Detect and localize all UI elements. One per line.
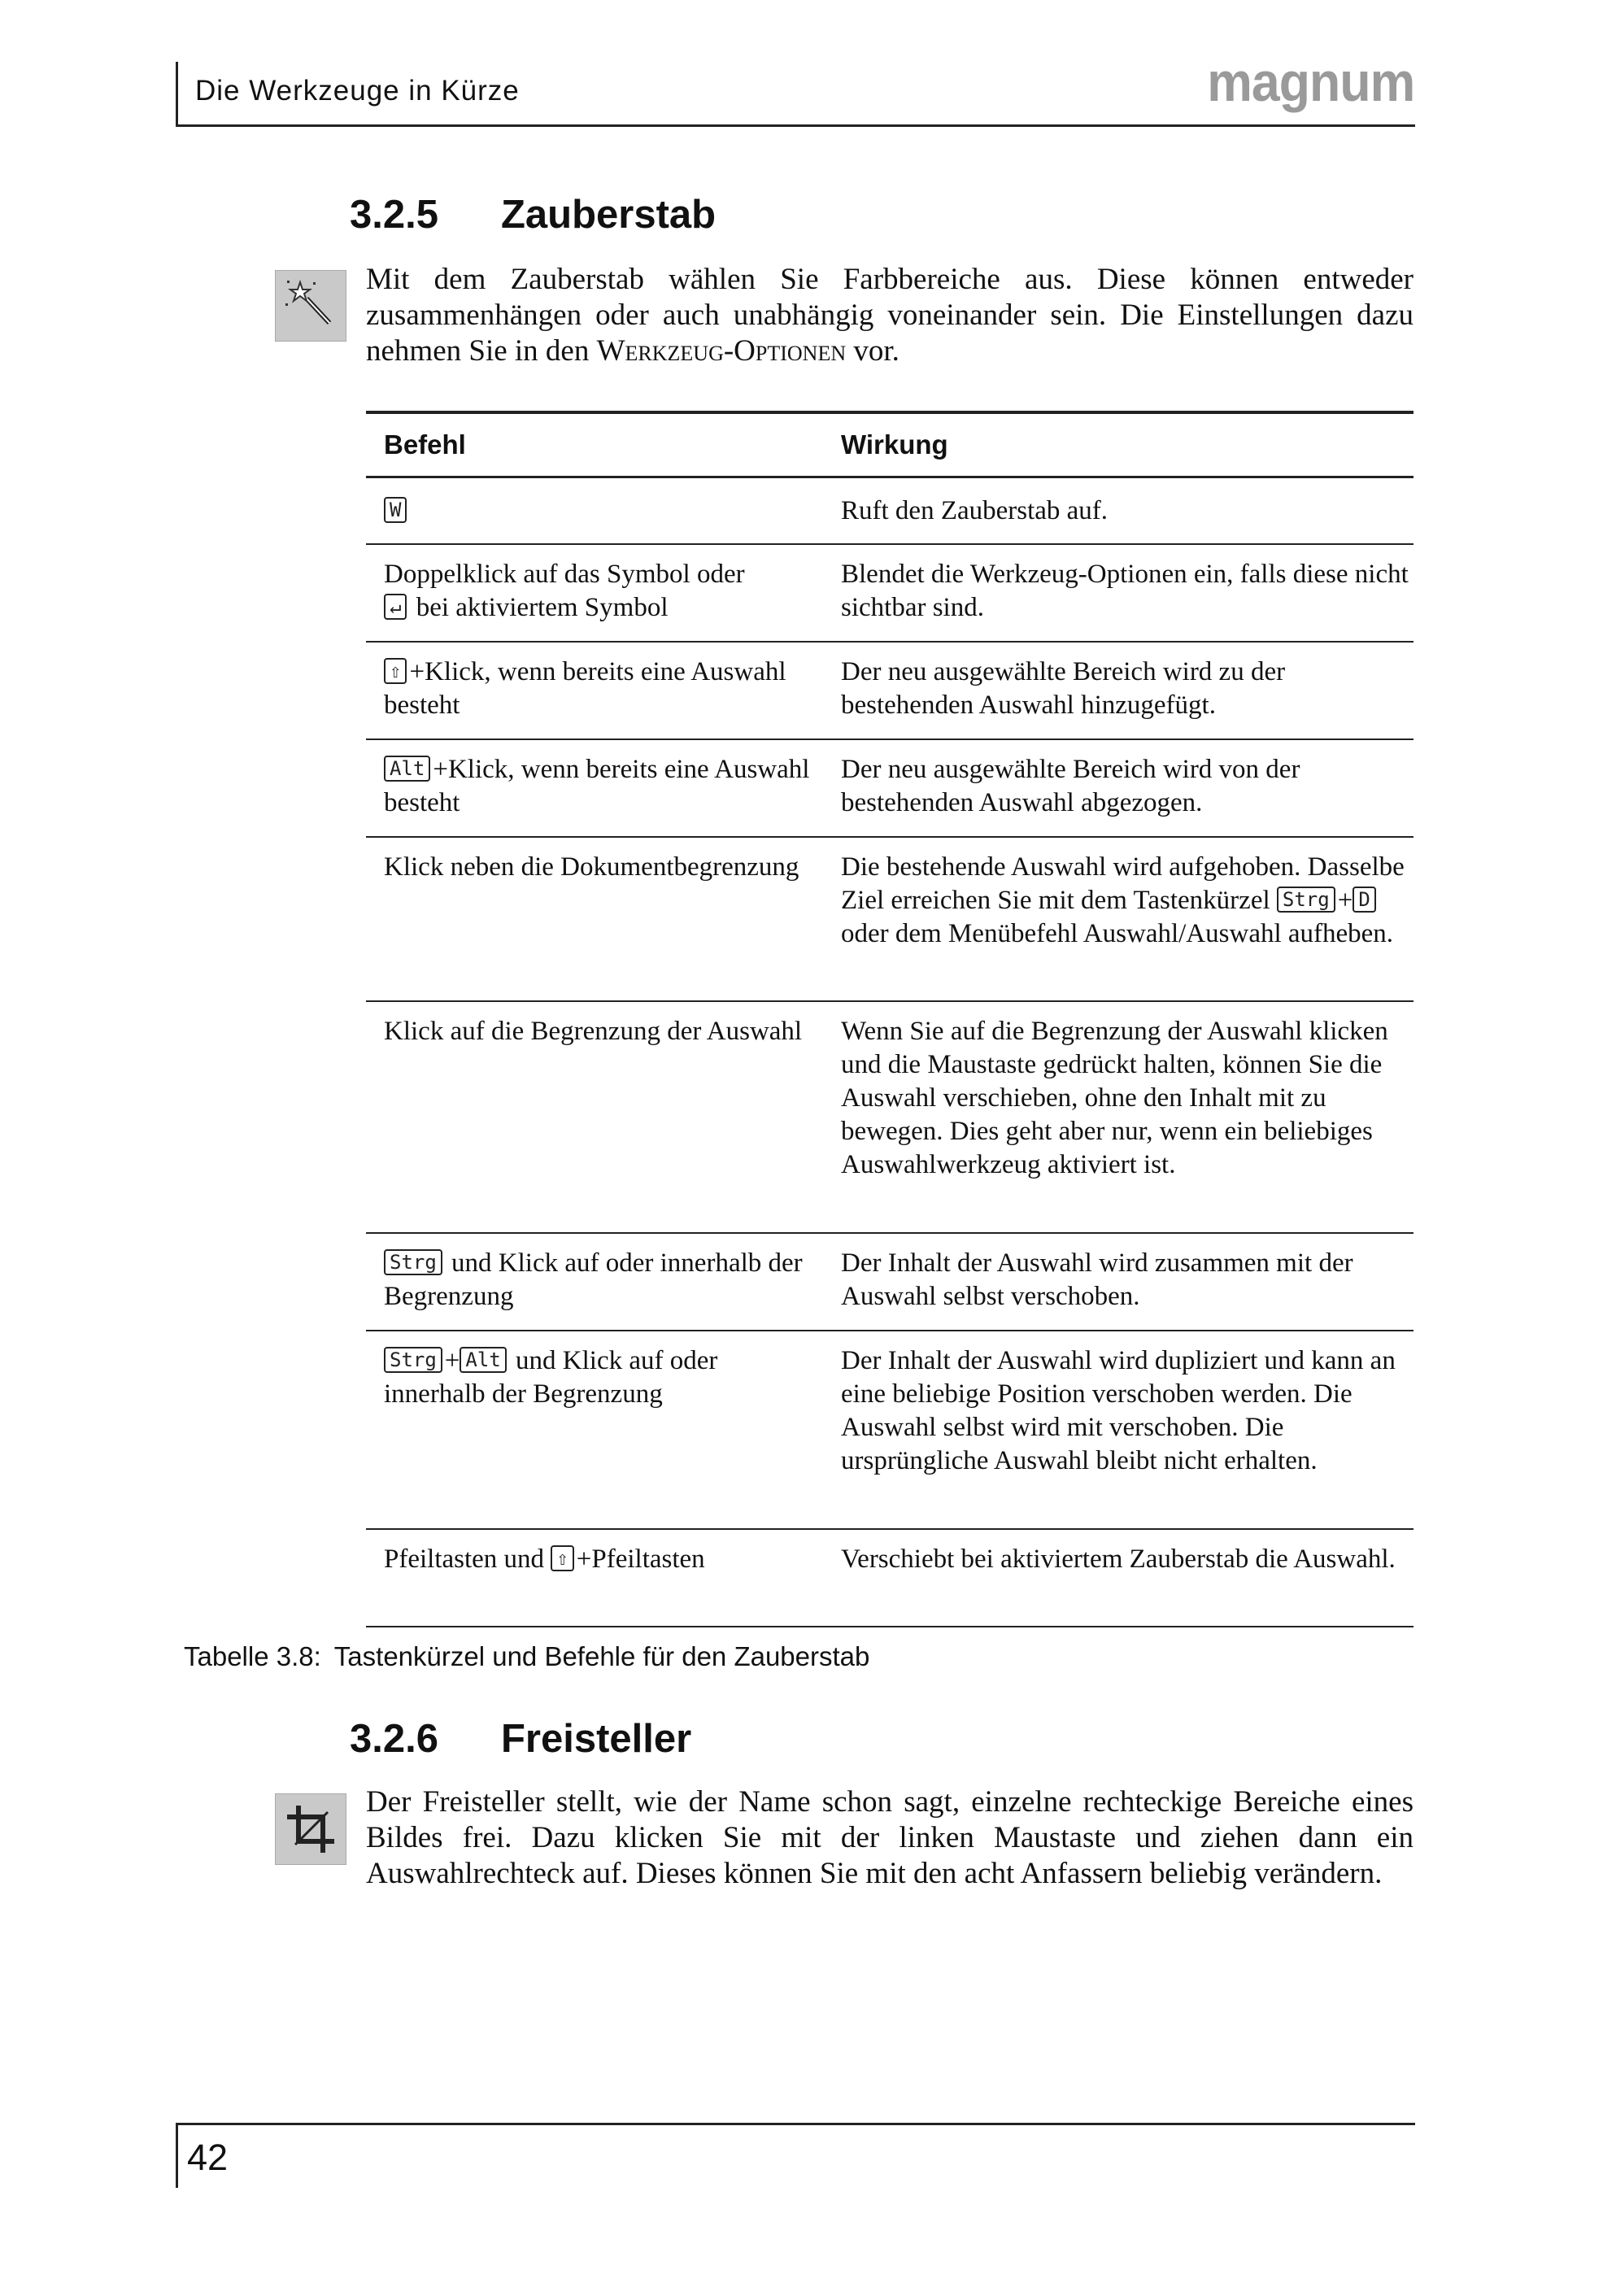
table-top-rule [366, 411, 1414, 414]
header-underline [176, 124, 1415, 127]
table-row: Pfeiltasten und ⇧ +Pfeiltasten Verschiebt bei aktiviertem Zauberstab die Auswahl. [366, 1530, 1414, 1627]
table-row: Strg und Klick auf oder innerhalb der Begrenzung Der Inhalt der Auswahl wird zusammen mit der Auswahl selbst verschoben. [366, 1234, 1414, 1331]
key-strg: Strg [1277, 887, 1335, 913]
key-strg: Strg [384, 1347, 442, 1373]
section-heading-freisteller [350, 1716, 691, 1762]
running-header-title: Die Werkzeuge in Kürze [195, 75, 520, 107]
table-row: Strg + Alt und Klick auf oder innerhalb der Begrenzung Der Inhalt der Auswahl wird dupliziert und kann an eine beliebige Position verschoben werden. Die Auswahl selbst wird mit verschoben. Die ursprüngliche Auswahl bleibt nicht erhalten. [366, 1331, 1414, 1530]
key-shift: ⇧ [384, 658, 407, 684]
zauberstab-description: Mit dem Zauberstab wählen Sie Farbbereiche aus. Diese können entweder zusammenhängen oder auch unabhängig voneinander sein. Die Einstellungen dazu nehmen Sie in den Werkzeug-Optionen vor. [366, 263, 1414, 368]
table-row: W Ruft den Zauberstab auf. [366, 478, 1414, 545]
footer-left-rule [176, 2123, 178, 2188]
key-alt: Alt [384, 756, 430, 782]
table-row: Alt +Klick, wenn bereits eine Auswahl besteht Der neu ausgewählte Bereich wird von der bestehenden Auswahl abgezogen. [366, 740, 1414, 838]
table-header-befehl: Befehl [384, 429, 466, 460]
publisher-logo: magnum [1206, 51, 1414, 113]
key-w: W [384, 497, 407, 523]
table-row: ⇧ +Klick, wenn bereits eine Auswahl besteht Der neu ausgewählte Bereich wird zu der bestehenden Auswahl hinzugefügt. [366, 643, 1414, 740]
table-row: Klick neben die Dokumentbegrenzung Die bestehende Auswahl wird aufgehoben. Dasselbe Ziel erreichen Sie mit dem Tastenkürzel Strg + D oder dem Menübefehl Auswahl/Auswahl aufheben. [366, 838, 1414, 1002]
table-header-wirkung: Wirkung [841, 429, 948, 460]
key-shift: ⇧ [551, 1545, 573, 1571]
crop-icon [275, 1793, 346, 1865]
page-number: 42 [187, 2137, 229, 2178]
section-title: Zauberstab [501, 193, 717, 237]
footer-rule [176, 2123, 1415, 2125]
magic-wand-icon [275, 270, 346, 342]
section-number: 3.2.5 [350, 193, 438, 237]
section-number: 3.2.6 [350, 1717, 438, 1761]
caption-text: Tastenkürzel und Befehle für den Zauberstab [333, 1641, 870, 1671]
table-caption [184, 1641, 869, 1672]
table-row: Klick auf die Begrenzung der Auswahl Wenn Sie auf die Begrenzung der Auswahl klicken und die Maustaste gedrückt halten, können Sie die Auswahl verschieben, ohne den Inhalt mit zu bewegen. Dies geht aber nur, wenn ein beliebiges Auswahlwerkzeug aktiviert ist. [366, 1002, 1414, 1234]
caption-label: Tabelle 3.8: [184, 1641, 321, 1671]
werkzeug-optionen-term: Werkzeug-Optionen [596, 334, 847, 368]
header-left-rule [176, 62, 178, 127]
key-enter: ↵ [384, 594, 407, 620]
table-row: Doppelklick auf das Symbol oder ↵ bei aktiviertem Symbol Blendet die Werkzeug-Optionen ein, falls diese nicht sichtbar sind. [366, 545, 1414, 643]
key-alt: Alt [460, 1347, 506, 1373]
key-strg: Strg [384, 1249, 442, 1275]
key-d: D [1353, 887, 1375, 913]
freisteller-description: Der Freisteller stellt, wie der Name schon sagt, einzelne rechteckige Bereiche eines Bildes frei. Dazu klicken Sie mit der linken Maustaste und ziehen dann ein Auswahlrechteck auf. Dieses können Sie mit den acht Anfassern beliebig verändern. [366, 1785, 1414, 1890]
section-title: Freisteller [501, 1717, 692, 1761]
section-heading-zauberstab [350, 192, 716, 237]
